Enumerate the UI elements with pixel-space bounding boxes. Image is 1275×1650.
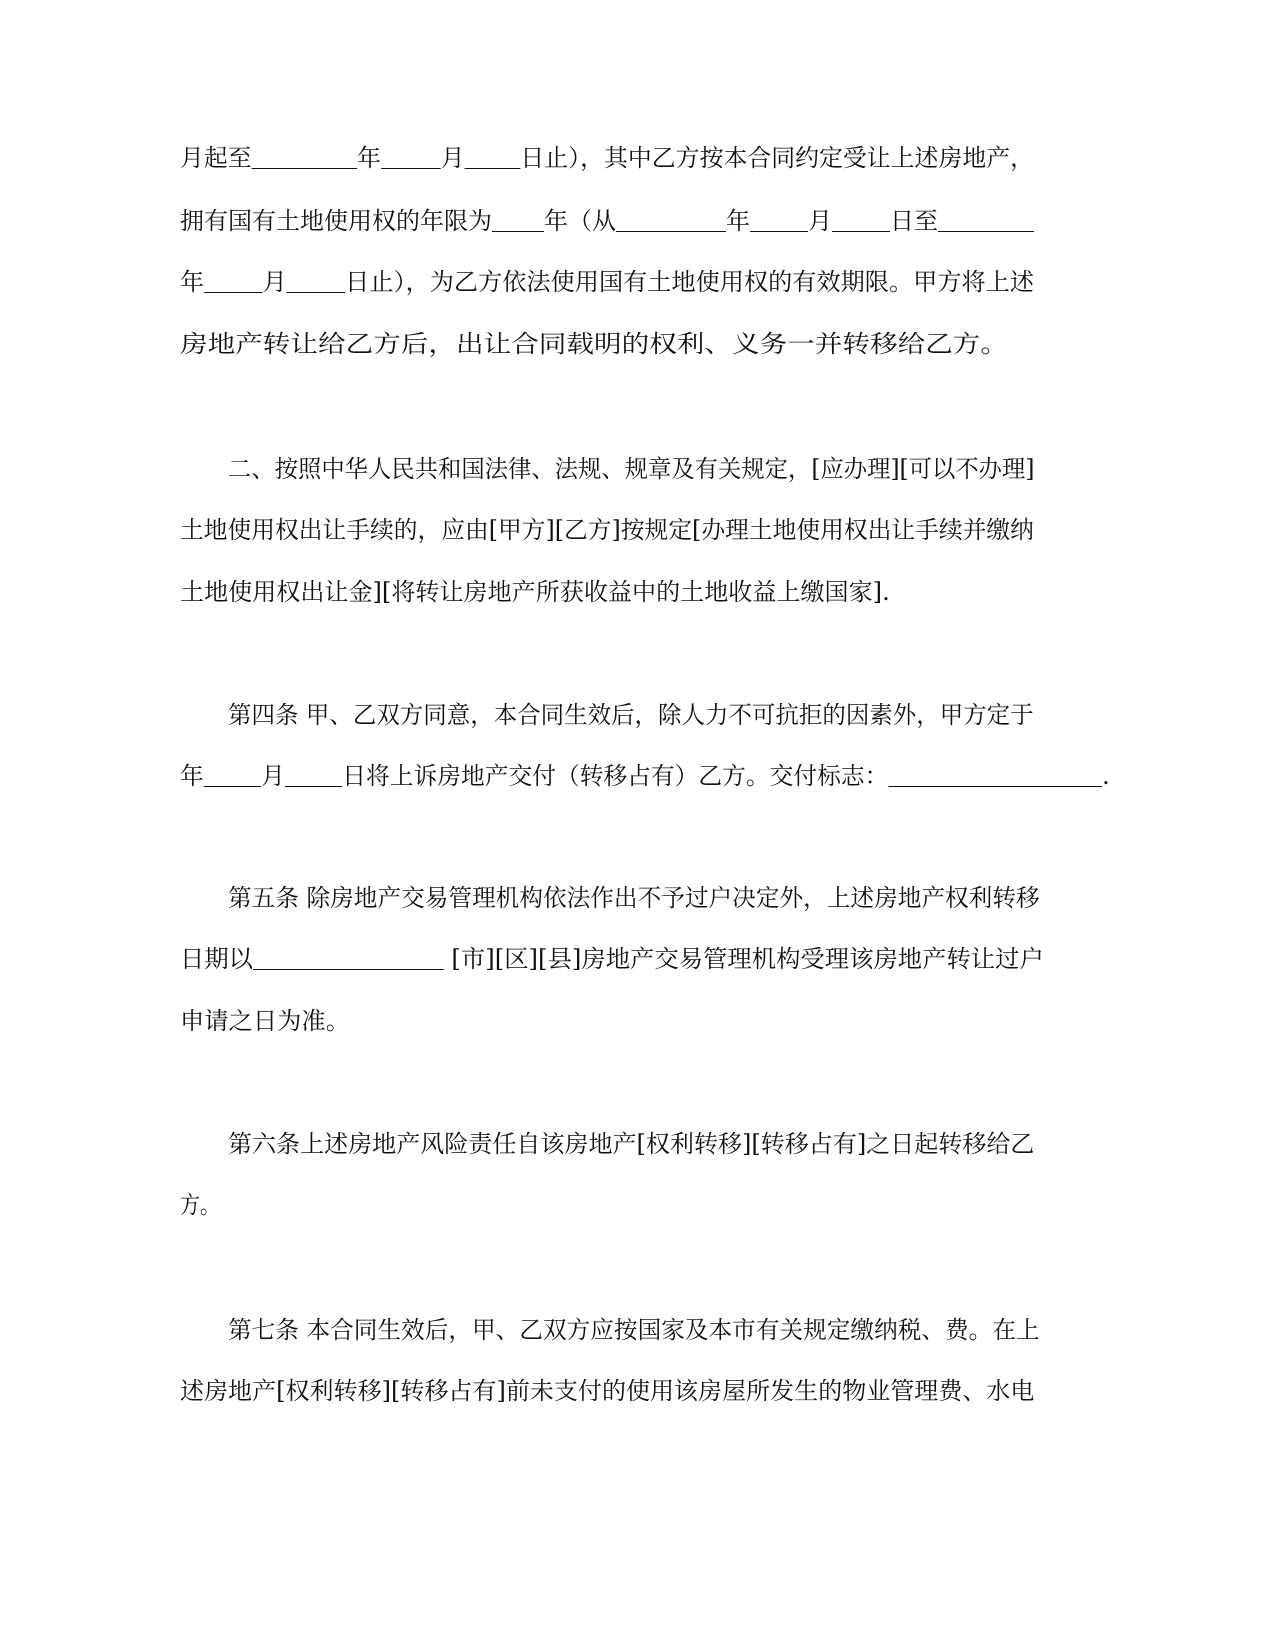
text-segment: 月	[261, 762, 285, 790]
fill-in-blank[interactable]	[204, 762, 261, 787]
text-segment: [市][区][县]房地产交易管理机构受理该房地产转让过户	[443, 945, 1044, 973]
fill-in-blank[interactable]	[287, 268, 345, 293]
text-segment: 申请之日为准。	[180, 1007, 350, 1035]
fill-in-blank[interactable]	[832, 207, 890, 232]
text-line	[180, 1376, 1034, 1406]
text-segment: 日至	[890, 207, 938, 235]
text-segment: 日期以	[180, 945, 254, 973]
text-line	[180, 143, 1034, 173]
text-segment: 日止），其中乙方按本合同约定受让上述房地产，	[520, 144, 1034, 172]
text-segment: 第五条 除房地产交易管理机构依法作出不予过户决定外，上述房地产权利转移	[228, 884, 1040, 912]
text-segment: 月起至	[180, 144, 252, 172]
fill-in-blank[interactable]	[204, 268, 262, 293]
fill-in-blank[interactable]	[616, 207, 726, 232]
text-line	[180, 1190, 220, 1220]
fill-in-blank[interactable]	[750, 207, 808, 232]
text-line	[180, 267, 1034, 297]
text-segment: .	[1102, 762, 1110, 790]
text-line	[228, 1129, 1034, 1159]
text-line	[180, 329, 1008, 359]
text-segment: 第七条 本合同生效后，甲、乙双方应按国家及本市有关规定缴纳税、费。在上	[228, 1316, 1040, 1344]
text-segment: 述房地产[权利转移][转移占有]前未支付的使用该房屋所发生的物业管理费、水电	[180, 1377, 1035, 1405]
text-segment: 第四条 甲、乙双方同意，本合同生效后，除人力不可抗拒的因素外，甲方定于	[228, 701, 1034, 729]
text-segment: 年	[180, 268, 205, 296]
fill-in-blank[interactable]	[252, 144, 358, 169]
text-line	[228, 700, 1034, 730]
text-line	[180, 1006, 350, 1036]
fill-in-blank[interactable]	[465, 144, 521, 169]
text-line	[228, 1315, 1040, 1345]
text-line	[180, 206, 1034, 236]
text-line	[228, 883, 1040, 913]
text-segment: 月	[262, 268, 287, 296]
text-line	[180, 944, 1044, 974]
fill-in-blank[interactable]	[253, 945, 444, 970]
fill-in-blank[interactable]	[285, 762, 342, 787]
fill-in-blank[interactable]	[938, 207, 1034, 232]
text-segment: 月	[808, 207, 832, 235]
text-line	[180, 761, 1110, 791]
fill-in-blank[interactable]	[381, 144, 441, 169]
text-line	[180, 577, 890, 607]
text-segment: 土地使用权出让手续的，应由[甲方][乙方]按规定[办理土地使用权出让手续并缴纳	[180, 516, 1034, 544]
text-segment: 年	[726, 207, 750, 235]
text-segment: 日止），为乙方依法使用国有土地使用权的有效期限。甲方将上述	[345, 268, 1034, 296]
text-segment: 年（从	[544, 207, 616, 235]
text-segment: 方。	[180, 1191, 220, 1219]
text-segment: 年	[357, 144, 382, 172]
text-line	[228, 454, 1034, 484]
text-segment: 年	[180, 762, 204, 790]
fill-in-blank[interactable]	[888, 762, 1102, 787]
text-segment: 二、按照中华人民共和国法律、法规、规章及有关规定，[应办理][可以不办理]	[228, 455, 1035, 483]
text-segment: 房地产转让给乙方后，出让合同载明的权利、义务一并转移给乙方。	[180, 330, 1008, 358]
text-segment: 日将上诉房地产交付（转移占有）乙方。交付标志：	[342, 762, 889, 790]
text-segment: 第六条上述房地产风险责任自该房地产[权利转移][转移占有]之日起转移给乙	[228, 1130, 1035, 1158]
text-line	[180, 515, 1034, 545]
text-segment: 土地使用权出让金][将转让房地产所获收益中的土地收益上缴国家].	[180, 578, 890, 606]
text-segment: 月	[440, 144, 465, 172]
text-segment: 拥有国有土地使用权的年限为	[180, 207, 492, 235]
fill-in-blank[interactable]	[492, 207, 544, 232]
